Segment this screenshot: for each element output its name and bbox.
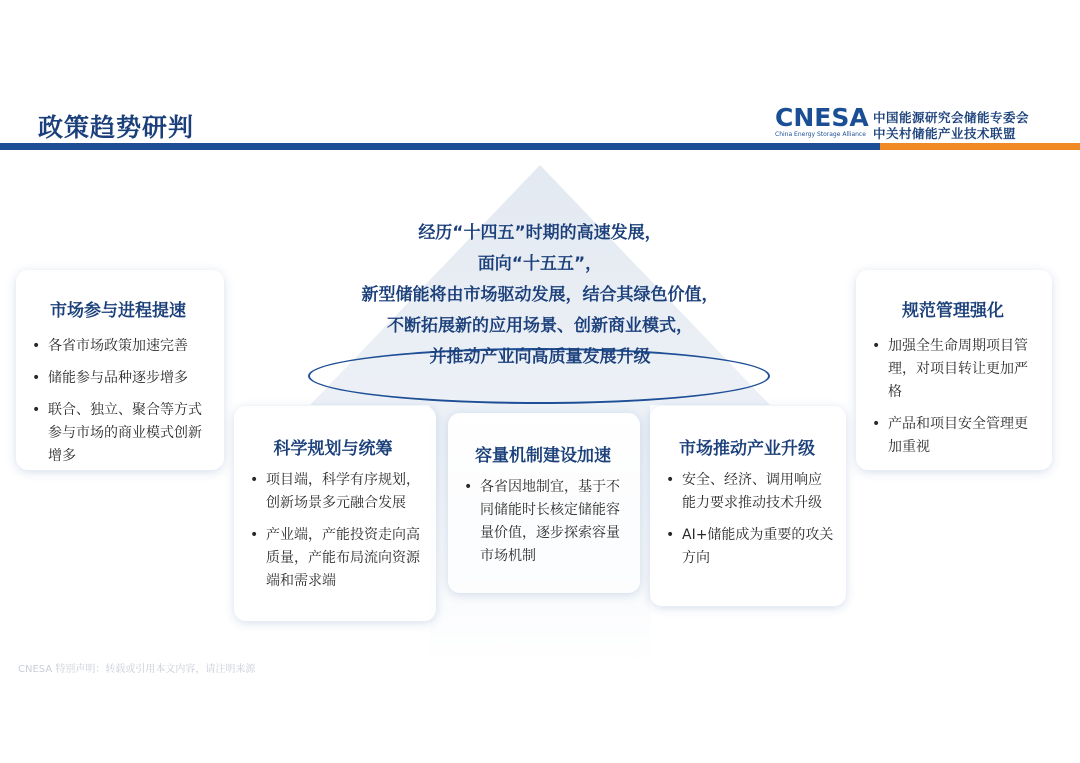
center-line: 面向“十五五”， (477, 254, 603, 274)
header-divider-blue (0, 143, 880, 150)
list-item: • AI+储能成为重要的攻关方向 (660, 524, 834, 570)
bullet-icon: • (32, 402, 41, 418)
card-title: 科学规划与统筹 (273, 439, 393, 459)
list-item: • 产品和项目安全管理更加重视 (866, 413, 1040, 459)
cnesa-logo (775, 104, 1065, 140)
center-line: 新型储能将由市场驱动发展，结合其绿色价值， (361, 285, 719, 305)
list-item: • 项目端，科学有序规划，创新场景多元融合发展 (244, 469, 422, 515)
logo-subtitle: China Energy Storage Alliance (775, 131, 866, 138)
card-title: 容量机制建设加速 (475, 446, 611, 466)
bullet-icon: • (666, 472, 675, 488)
list-item: • 加强全生命周期项目管理，对项目转让更加严格 (866, 335, 1040, 404)
card-title: 规范管理强化 (902, 301, 1004, 321)
bullet-icon: • (250, 527, 259, 543)
card-title: 市场推动产业升级 (679, 439, 815, 459)
bullet-icon: • (250, 472, 259, 488)
list-item: • 产业端，产能投资走向高质量，产能布局流向资源端和需求端 (244, 524, 422, 593)
card-regulation-strengthening (856, 270, 1052, 470)
logo-org-line-1: 中国能源研究会储能专委会 (873, 110, 1030, 125)
bullet-icon: • (872, 338, 881, 354)
bullet-icon: • (666, 527, 675, 543)
list-item: • 安全、经济、调用响应能力要求推动技术升级 (660, 469, 834, 515)
card-title: 市场参与进程提速 (50, 301, 186, 321)
list-item: • 储能参与品种逐步增多 (26, 367, 210, 390)
bullet-icon: • (464, 479, 473, 495)
center-line: 经历“十四五”时期的高速发展， (418, 223, 662, 243)
card-scientific-planning (234, 406, 436, 621)
card-capacity-mechanism (448, 413, 640, 593)
logo-org-line-2: 中关村储能产业技术联盟 (873, 126, 1017, 141)
header-divider-orange (880, 143, 1080, 150)
list-item: • 联合、独立、聚合等方式参与市场的商业模式创新增多 (26, 399, 210, 468)
bullet-icon: • (32, 370, 41, 386)
bullet-icon: • (872, 416, 881, 432)
footer-disclaimer: CNESA 特别声明：转载或引用本文内容，请注明来源 (18, 664, 256, 675)
center-statement (300, 218, 780, 373)
page-title: 政策趋势研判 (38, 113, 195, 142)
card-market-driven-upgrade (650, 406, 846, 606)
logo-mark: CNESA (775, 103, 869, 132)
list-item: • 各省因地制宜，基于不同储能时长核定储能容量价值，逐步探索容量市场机制 (458, 476, 628, 568)
list-item: • 各省市场政策加速完善 (26, 335, 210, 358)
center-line: 并推动产业向高质量发展升级 (429, 347, 651, 367)
card-market-participation (16, 270, 224, 470)
bullet-icon: • (32, 338, 41, 354)
center-line: 不断拓展新的应用场景、创新商业模式， (387, 316, 693, 336)
